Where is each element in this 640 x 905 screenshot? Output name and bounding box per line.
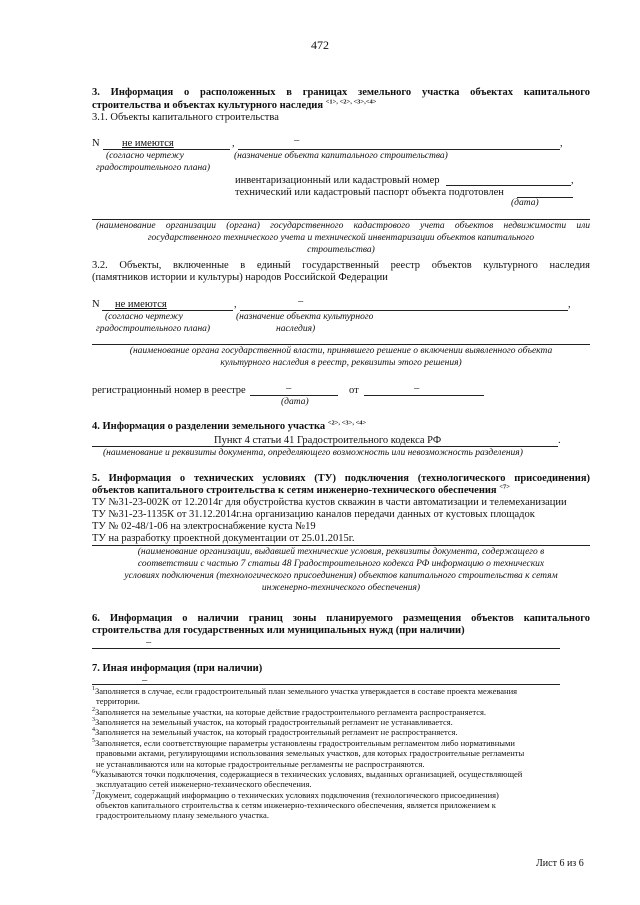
org-caption-2: государственного технического учета и технической инвентаризации объектов капитального	[147, 233, 535, 243]
registry-from-value: –	[414, 383, 420, 394]
section6-line	[92, 648, 560, 649]
caption-drawing-2: градостроительного плана)	[96, 163, 211, 173]
footnote-7: $^7$Документ, содержащий информацию о технических условиях подключения (технологического присоединения)	[92, 789, 499, 800]
comma: ,	[232, 138, 235, 149]
section5-caption-4: инженерно-технического обеспечения)	[261, 583, 421, 593]
section3-heading: 3. Информация о расположенных в границах земельного участка объектах капитального	[92, 87, 590, 98]
section6-heading-2: строительства для государственных или муниципальных нужд (при наличии)	[92, 625, 465, 636]
registry-number-line	[250, 395, 338, 396]
section4-caption: (наименование и реквизиты документа, определяющего возможность или невозможность разделения)	[103, 448, 523, 458]
section4-line	[92, 446, 558, 447]
inventory-number-label: инвентаризационный или кадастровый номер	[235, 175, 440, 186]
org-caption-1: (наименование организации (органа) государственного кадастрового учета объектов недвижимости или	[96, 221, 590, 231]
gov-caption-1: (наименование органа государственной власти, принявшего решение о включении выявленного объекта	[129, 346, 553, 356]
org-caption-3: строительства)	[307, 245, 375, 255]
gov-caption-2: культурного наследия в реестр, реквизиты этого решения)	[220, 358, 462, 368]
heritage-n-label: N	[92, 299, 100, 310]
section5-caption-1: (наименование организации, выдавшей технические условия, реквизиты документа, содержащего в	[137, 547, 545, 557]
caption-heritage-2: наследия)	[276, 324, 316, 334]
footnote-3: $^3$Заполняется на земельный участок, на который градостроительный регламент не устанавливается.	[92, 717, 453, 728]
object-n-label: N	[92, 138, 100, 149]
registry-from-line	[364, 395, 484, 396]
tu-line-1: ТУ №31-23-002К от 12.2014г для обустройства кустов скважин в части автоматизации и телемеханизации	[92, 497, 567, 508]
registry-from-label: от	[349, 385, 359, 396]
section3-2-line2: (памятников истории и культуры) народов Российской Федерации	[92, 272, 388, 283]
registry-number-label: регистрационный номер в реестре	[92, 385, 246, 396]
registry-date-caption: (дата)	[281, 397, 309, 407]
caption-drawing-h-2: градостроительного плана)	[96, 324, 211, 334]
footnote-4: $^4$Заполняется на земельный участок, на который градостроительный регламент не распространяется.	[92, 727, 458, 738]
object-purpose-line	[238, 149, 560, 150]
section4-heading: 4. Информация о разделении земельного участка $^{<2>, <3>, <4>}$	[92, 419, 367, 432]
section3-1-title: 3.1. Объекты капитального строительства	[92, 112, 279, 123]
tu-line-4: ТУ на разработку проектной документации от 25.01.2015г.	[92, 533, 355, 544]
gov-line	[92, 344, 590, 345]
footnote-1: $^1$Заполняется в случае, если градостроительный план земельного участка утверждается в составе проекта межевания	[92, 686, 518, 696]
heritage-n-value: не имеются	[115, 299, 167, 310]
footnote-5: $^5$Заполняется, если соответствующие параметры установлены градостроительным регламентом либо нормативными	[92, 737, 515, 748]
section7-line	[92, 684, 560, 685]
section5-heading-2: объектов капитального строительства к сетям инженерно-технического обеспечения $^{<7>}$	[92, 483, 510, 496]
object-n-value: не имеются	[122, 138, 174, 149]
caption-purpose: (назначение объекта капитального строительства)	[234, 151, 448, 161]
caption-drawing-h: (согласно чертежу	[105, 312, 183, 322]
heritage-purpose-value: –	[298, 296, 304, 307]
sheet-number: Лист 6 из 6	[536, 858, 584, 869]
tu-line-3: ТУ № 02-48/1-06 на электроснабжение куста №19	[92, 521, 316, 532]
object-n-line	[103, 149, 230, 150]
section6-heading: 6. Информация о наличии границ зоны планируемого размещения объектов капитального	[92, 613, 590, 624]
footnotes: $^1$Заполняется в случае, если градостроительный план земельного участка утверждается в составе проекта межевания территории. $^2$Заполняется на земельные участки, на которые действие градостроительного регламента распространяется. $^3$Заполняется на земельный участок, на который градостроительный регламент не устанавливается. $^4$Заполняется на земельный участок, на который градостроительный регламент не распространяется. $^5$Заполняется, если соответствующие параметры установлены градостроительным регламентом либо нормативными правовыми актами, регулирующими использования земельных участков, для которых градостроительные регламенты не устанавливаются или на которые градостроительные регламенты не распространяются. $^6$Указываются точки подключения, содержащиеся в технических условиях, выданных организацией, осуществляющей эксплуатацию сетей инженерно-технического обеспечения. $^7$Документ, содержащий информацию о технических условиях подключения (технологического присоединения) объектов капитального строительства к сетям инженерно-технического обеспечения, является приложением к градостроительному плану земельного участка.	[92, 686, 590, 821]
section5-caption-3: условиях подключения (технологического присоединения) объектов капитального строительства к сетям	[124, 571, 558, 581]
date-caption: (дата)	[511, 198, 539, 208]
section3-2-line1: 3.2. Объекты, включенные в единый государственный реестр объектов культурного наследия	[92, 260, 590, 271]
object-purpose-value: –	[294, 135, 300, 146]
heritage-n-line	[102, 310, 233, 311]
footnote-2: $^2$Заполняется на земельные участки, на которые действие градостроительного регламента распространяется.	[92, 706, 487, 717]
section7-value: –	[142, 675, 148, 686]
section7-heading: 7. Иная информация (при наличии)	[92, 663, 263, 674]
document-page: 472 3. Информация о расположенных в границах земельного участка объектах капитального строительства и объектах культурного наследия $^{<1>, <2>, <3>,<4>}$ 3.1. Объекты капитального строительства N не имеются , – , (согласно чертежу (назначение объекта капитального строительства) градостроительного плана) инвентаризационный или кадастровый номер , технический или кадастровый паспорт объекта подготовлен (дата) (наименование организации (органа) государственного кадастрового учета объектов недвижимости или государственного технического учета и технической инвентаризации объектов капитального строительства) 3.2. Объекты, включенные в единый государственный реестр объектов культурного наследия (памятников истории и культуры) народов Российской Федерации N не имеются , – , (согласно чертежу (назначение объекта культурного градостроительного плана) наследия) (наименование органа государственной власти, принявшего решение о включении выявленного объекта культурного наследия в реестр, реквизиты этого решения) регистрационный номер в реестре – от – (дата) 4. Информация о разделении земельного участка $^{<2>, <3>, <4>}$ Пункт 4 статьи 41 Градостроительного кодекса РФ . (наименование и реквизиты документа, определяющего возможность или невозможность разделения) 5. Информация о технических условиях (ТУ) подключения (технологического присоединения) объектов капитального строительства к сетям инженерно-технического обеспечения $^{<7>}$ ТУ №31-23-002К от 12.2014г для обустройства кустов скважин в части автоматизации и телемеханизации ТУ №31-23-1135К от 31.12.2014г.на организацию каналов передачи данных от кустовых площадок ТУ № 02-48/1-06 на электроснабжение куста №19 ТУ на разработку проектной документации от 25.01.2015г. (наименование организации, выдавшей технические условия, реквизиты документа, содержащего в соответствии с частью 7 статьи 48 Градостроительного кодекса РФ информацию о технических условиях подключения (технологического присоединения) объектов капитального строительства к сетям инженерно-технического обеспечения) 6. Информация о наличии границ зоны планируемого размещения объектов капитального строительства для государственных или муниципальных нужд (при наличии) – 7. Иная информация (при наличии) – $^1$Заполняется в случае, если градостроительный план земельного участка утверждается в составе проекта межевания территории. $^2$Заполняется на земельные участки, на которые действие градостроительного регламента распространяется. $^3$Заполняется на земельный участок, на который градостроительный регламент не устанавливается. $^4$Заполняется на земельный участок, на который градостроительный регламент не распространяется. $^5$Заполняется, если соответствующие параметры установлены градостроительным регламентом либо нормативными правовыми актами, регулирующими использования земельных участков, для которых градостроительные регламенты не устанавливаются или на которые градостроительные регламенты не распространяются. $^6$Указываются точки подключения, содержащиеся в технических условиях, выданных организацией, осуществляющей эксплуатацию сетей инженерно-технического обеспечения. $^7$Документ, содержащий информацию о технических условиях подключения (технологического присоединения) объектов капитального строительства к сетям инженерно-технического обеспечения, является приложением к градостроительному плану земельного участка. Лист 6 из 6	[0, 0, 640, 905]
caption-drawing: (согласно чертежу	[106, 151, 184, 161]
org-line	[92, 219, 590, 220]
footnote-6: $^6$Указываются точки подключения, содержащиеся в технических условиях, выданных организацией, осуществляющей	[92, 768, 523, 779]
section6-value: –	[146, 637, 152, 648]
registry-number-value: –	[286, 383, 292, 394]
section5-heading: 5. Информация о технических условиях (ТУ) подключения (технологического присоединения)	[92, 473, 590, 484]
page-number: 472	[311, 38, 329, 52]
caption-heritage: (назначение объекта культурного	[236, 312, 374, 322]
tech-passport-label: технический или кадастровый паспорт объекта подготовлен	[235, 187, 504, 198]
comma: ,	[560, 138, 563, 149]
heritage-purpose-line	[240, 310, 568, 311]
section5-line	[92, 545, 590, 546]
tu-line-2: ТУ №31-23-1135К от 31.12.2014г.на организацию каналов передачи данных от кустовых площадок	[92, 509, 535, 520]
section4-value: Пункт 4 статьи 41 Градостроительного кодекса РФ	[214, 435, 442, 446]
section3-heading-2: строительства и объектах культурного наследия $^{<1>, <2>, <3>,<4>}$	[92, 98, 377, 111]
section5-caption-2: соответствии с частью 7 статьи 48 Градостроительного кодекса РФ информацию о технических	[137, 559, 545, 569]
